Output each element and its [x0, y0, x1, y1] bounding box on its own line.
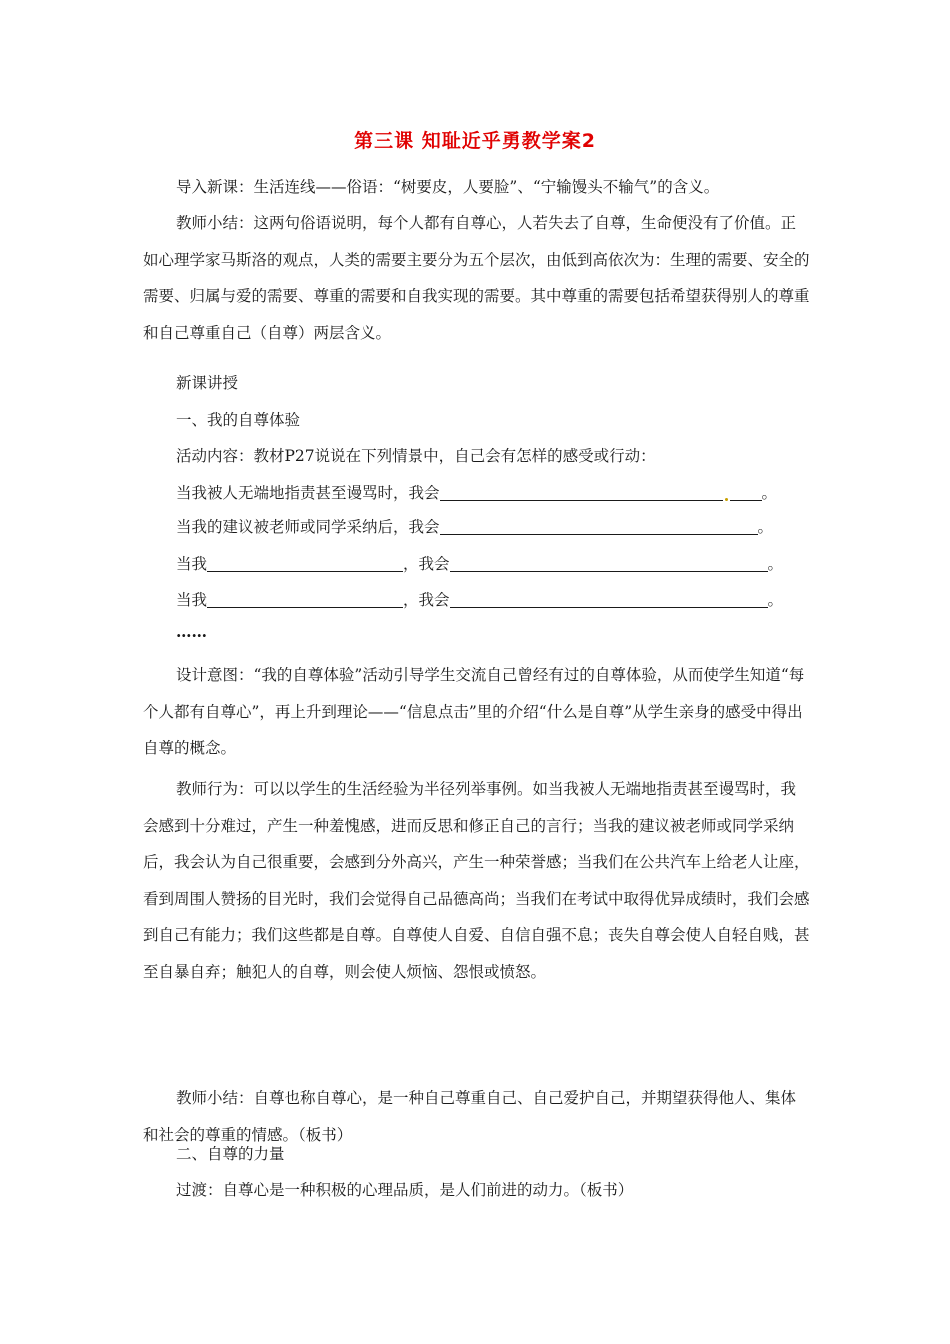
scenario-prefix: 当我: [176, 555, 208, 573]
scenario-line-2: [176, 516, 773, 538]
section-one-heading: 一、我的自尊体验: [176, 411, 301, 429]
teacher-action-paragraph: 教师行为：可以以学生的生活经验为半径列举事例。如当我被人无端地指责甚至谩骂时，我会感到十分难过，产生一种羞愧感，进而反思和修正自己的言行；当我的建议被老师或同学采纳后，我会认为自己很重要，会感到分外高兴，产生一种荣誉感；当我们在公共汽车上给老人让座，看到周围人赞扬的目光时，我们会觉得自己品德高尚；当我们在考试中取得优异成绩时，我们会感到自己有能力；我们这些都是自尊。自尊使人自爱、自信自强不息；丧失自尊会使人自轻自贱，甚至自暴自弃；触犯人的自尊，则会使人烦恼、怨恨或愤怒。: [143, 780, 810, 981]
scenario-text: 当我被人无端地指责甚至谩骂时，我会: [176, 484, 440, 502]
scenario-prefix: 当我: [176, 591, 208, 609]
scenario-text: 当我的建议被老师或同学采纳后，我会: [176, 518, 440, 536]
answer-blank: [450, 555, 768, 572]
answer-blank: [440, 484, 723, 501]
period: 。: [767, 591, 784, 609]
intro-paragraph: 导入新课：生活连线——俗语：“树要皮，人要脸”、“宁输馒头不输气”的含义。: [176, 178, 720, 196]
answer-blank: [730, 484, 762, 501]
period: 。: [761, 484, 778, 502]
page-title: 第三课 知耻近乎勇教学案2: [354, 130, 596, 152]
scenario-mid: ，我会: [403, 591, 450, 609]
teacher-summary-2-paragraph: 教师小结：自尊也称自尊心，是一种自己尊重自己、自己爱护自己，并期望获得他人、集体和社会的尊重的情感。（板书）: [143, 1089, 797, 1144]
answer-blank: [207, 555, 403, 572]
answer-blank: [207, 591, 403, 608]
scenario-line-4: [176, 589, 783, 611]
answer-blank: [450, 591, 768, 608]
period: 。: [757, 518, 774, 536]
teacher-summary-paragraph: 教师小结：这两句俗语说明，每个人都有自尊心，人若失去了自尊，生命便没有了价值。正如心理学家马斯洛的观点，人类的需要主要分为五个层次，由低到高依次为：生理的需要、安全的需要、归属与爱的需要、尊重的需要和自我实现的需要。其中尊重的需要包括希望获得别人的尊重和自己尊重自己（自尊）两层含义。: [143, 214, 810, 342]
answer-blank: [440, 518, 758, 535]
scenario-mid: ，我会: [403, 555, 450, 573]
activity-paragraph: 活动内容：教材P27说说在下列情景中，自己会有怎样的感受或行动：: [176, 447, 656, 465]
ellipsis: ……: [176, 622, 207, 641]
scenario-line-3: [176, 553, 783, 575]
transition-paragraph: 过渡：自尊心是一种积极的心理品质，是人们前进的动力。（板书）: [176, 1181, 634, 1199]
design-intent-paragraph: 设计意图：“我的自尊体验”活动引导学生交流自己曾经有过的自尊体验，从而使学生知道“每个人都有自尊心”，再上升到理论——“信息点击”里的介绍“什么是自尊”从学生亲身的感受中得出自尊的概念。: [143, 666, 805, 757]
new-lesson-heading: 新课讲授: [176, 374, 239, 392]
mark-dot: [725, 498, 728, 501]
period: 。: [767, 555, 784, 573]
section-two-heading: 二、自尊的力量: [176, 1145, 285, 1163]
scenario-line-1: [176, 482, 777, 504]
